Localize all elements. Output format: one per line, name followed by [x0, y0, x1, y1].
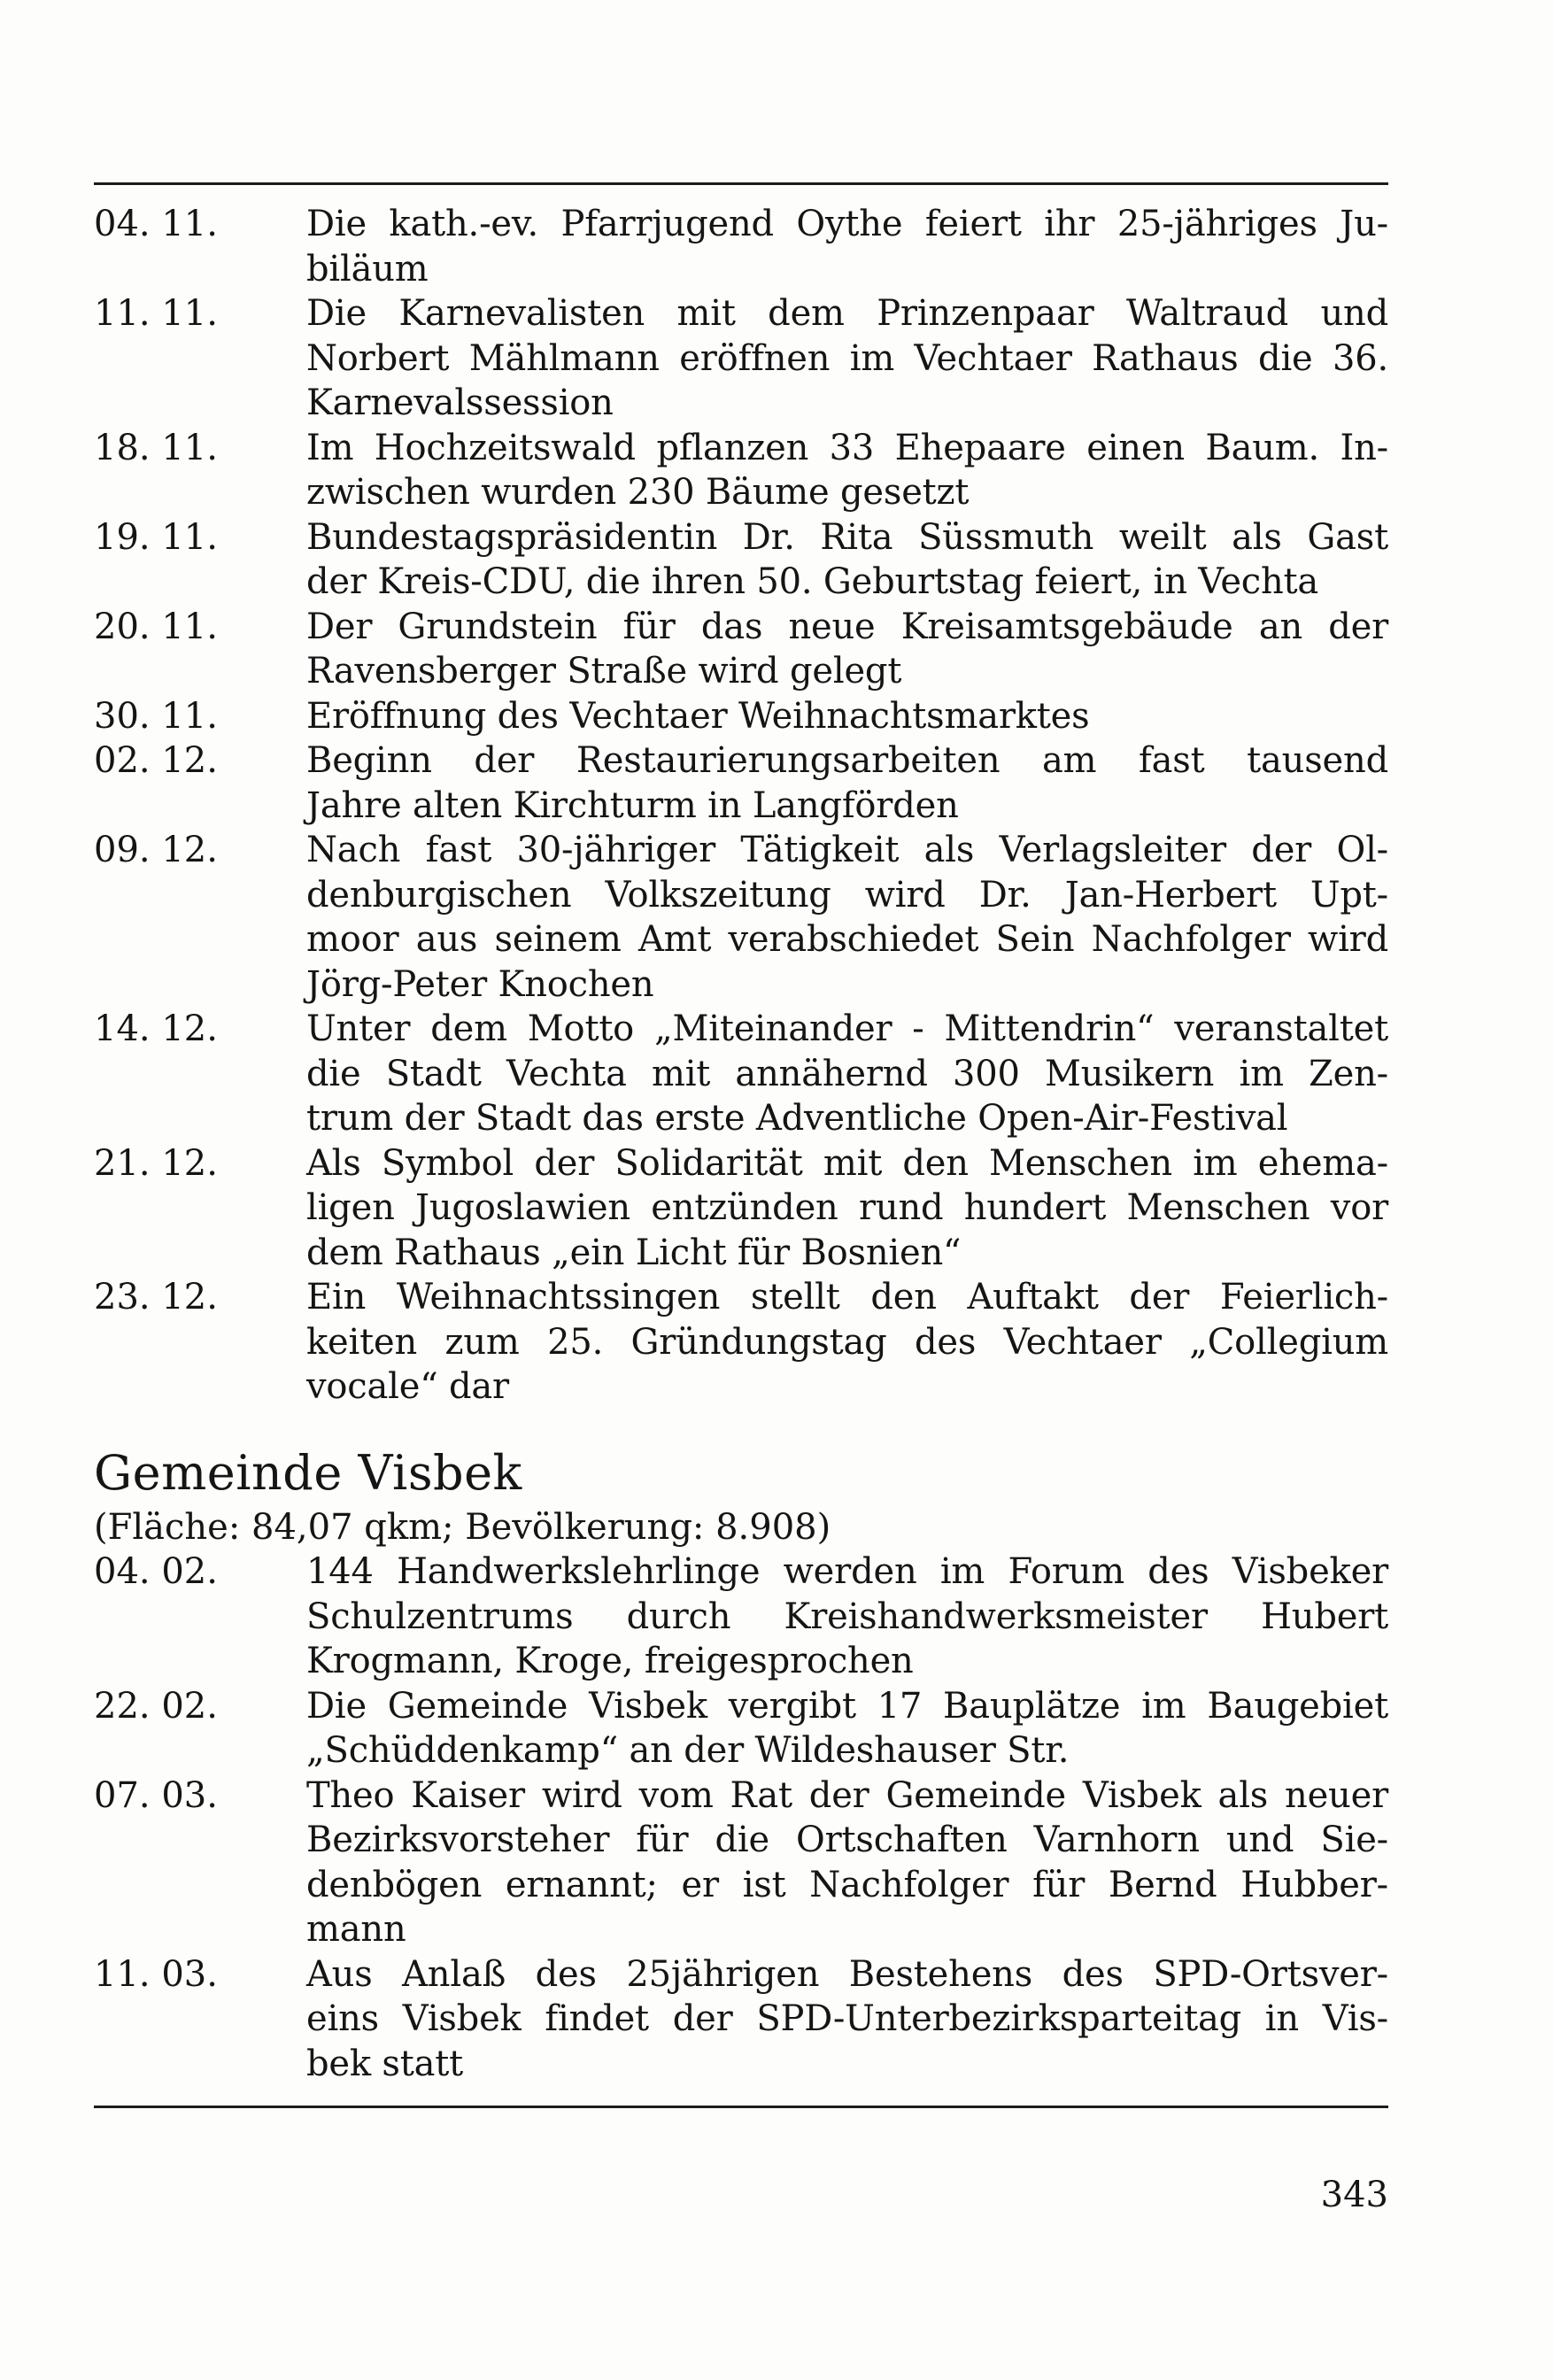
- entry-text: [306, 1275, 1388, 1410]
- entry-text-line: vocale“ dar: [306, 1366, 509, 1407]
- entry-text-line: Eröffnung des Vechtaer Weihnachtsmarktes: [306, 695, 1090, 737]
- entry-text: [306, 515, 1388, 605]
- entry-text-line: Die Gemeinde Visbek vergibt 17 Bauplätze im Baugebiet: [306, 1685, 1388, 1727]
- chronicle-entry: [94, 694, 1388, 739]
- chronicle-list-vechta: [94, 202, 1388, 1410]
- chronicle-entry: [94, 1007, 1388, 1141]
- entry-text: [306, 1549, 1388, 1684]
- entry-text-line: eins Visbek findet der SPD-Unterbezirksparteitag in Vis-: [306, 1998, 1388, 2039]
- entry-text-line: der Kreis-CDU, die ihren 50. Geburtstag feiert, in Vechta: [306, 561, 1319, 602]
- chronicle-entry: [94, 1952, 1388, 2087]
- chronicle-entry: [94, 605, 1388, 694]
- chronicle-entry: [94, 1773, 1388, 1952]
- entry-text: [306, 1773, 1388, 1952]
- entry-text-line: Der Grundstein für das neue Kreisamtsgebäude an der: [306, 606, 1388, 647]
- entry-text-line: biläum: [306, 248, 429, 290]
- entry-text-line: Ravensberger Straße wird gelegt: [306, 651, 902, 692]
- entry-date: 22. 02.: [94, 1685, 218, 1727]
- chronicle-entry: [94, 1275, 1388, 1410]
- entry-text-line: Theo Kaiser wird vom Rat der Gemeinde Visbek als neuer: [306, 1774, 1388, 1816]
- chronicle-entry: [94, 828, 1388, 1007]
- entry-text: [306, 291, 1388, 426]
- entry-text-line: Ein Weihnachtssingen stellt den Auftakt der Feierlich-: [306, 1277, 1388, 1318]
- chronicle-entry: [94, 1549, 1388, 1684]
- page-number: 343: [1320, 2175, 1388, 2215]
- entry-text-line: denbögen ernannt; er ist Nachfolger für Bernd Hubber-: [306, 1864, 1388, 1905]
- entry-text-line: Bezirksvorsteher für die Ortschaften Varnhorn und Sie-: [306, 1820, 1388, 1860]
- chronicle-entry: [94, 202, 1388, 291]
- entry-date: 19. 11.: [94, 516, 218, 558]
- entry-date: 07. 03.: [94, 1774, 218, 1816]
- chronicle-entry: [94, 515, 1388, 605]
- entry-text: [306, 694, 1388, 739]
- entry-text-line: keiten zum 25. Gründungstag des Vechtaer „Collegium: [306, 1321, 1388, 1363]
- entry-date: 04. 11.: [94, 204, 218, 244]
- entry-date: 30. 11.: [94, 695, 218, 737]
- entry-text-line: Die kath.-ev. Pfarrjugend Oythe feiert ihr 25-jähriges Ju-: [306, 204, 1388, 244]
- entry-text: [306, 1684, 1388, 1773]
- chronicle-list-visbek: [94, 1549, 1388, 2086]
- entry-text-line: Schulzentrums durch Kreishandwerksmeister Hubert: [306, 1596, 1388, 1637]
- entry-date: 20. 11.: [94, 606, 218, 647]
- entry-text-line: die Stadt Vechta mit annähernd 300 Musikern im Zen-: [306, 1053, 1388, 1094]
- entry-date: 21. 12.: [94, 1142, 218, 1184]
- entry-text-line: Die Karnevalisten mit dem Prinzenpaar Waltraud und: [306, 293, 1388, 334]
- entry-text-line: dem Rathaus „ein Licht für Bosnien“: [306, 1232, 962, 1273]
- entry-date: 18. 11.: [94, 427, 218, 468]
- page-content: [94, 202, 1388, 2086]
- entry-text-line: mann: [306, 1909, 406, 1950]
- chronicle-entry: [94, 291, 1388, 426]
- entry-text-line: Karnevalssession: [306, 382, 614, 423]
- entry-text-line: 144 Handwerkslehrlinge werden im Forum des Visbeker: [306, 1551, 1388, 1592]
- entry-text: [306, 202, 1388, 291]
- entry-text-line: Aus Anlaß des 25jährigen Bestehens des SPD-Ortsver-: [306, 1953, 1388, 1995]
- section-title: Gemeinde Visbek: [94, 1444, 522, 1501]
- entry-text-line: Nach fast 30-jähriger Tätigkeit als Verlagsleiter der Ol-: [306, 830, 1388, 870]
- entry-text-line: trum der Stadt das erste Adventliche Open-Air-Festival: [306, 1098, 1288, 1139]
- entry-text: [306, 1141, 1388, 1276]
- entry-date: 09. 12.: [94, 830, 218, 870]
- entry-text-line: moor aus seinem Amt verabschiedet Sein Nachfolger wird: [306, 919, 1388, 960]
- chronicle-entry: [94, 738, 1388, 828]
- entry-text: [306, 1952, 1388, 2087]
- entry-date: 02. 12.: [94, 740, 218, 781]
- entry-text-line: Als Symbol der Solidarität mit den Menschen im ehema-: [306, 1142, 1388, 1184]
- entry-text-line: Krogmann, Kroge, freigesprochen: [306, 1641, 914, 1681]
- entry-text-line: Jahre alten Kirchturm in Langförden: [306, 784, 959, 826]
- entry-text-line: Jörg-Peter Knochen: [306, 963, 654, 1005]
- entry-text-line: Unter dem Motto „Miteinander - Mittendrin“ veranstaltet: [306, 1008, 1388, 1049]
- chronicle-entry: [94, 1684, 1388, 1773]
- top-rule: [94, 182, 1388, 185]
- entry-text: [306, 605, 1388, 694]
- entry-date: 23. 12.: [94, 1277, 218, 1318]
- entry-text-line: ligen Jugoslawien entzünden rund hundert Menschen vor: [306, 1187, 1388, 1228]
- entry-text: [306, 738, 1388, 828]
- chronicle-entry: [94, 426, 1388, 515]
- entry-text-line: bek statt: [306, 2043, 464, 2084]
- entry-text-line: Im Hochzeitswald pflanzen 33 Ehepaare einen Baum. In-: [306, 427, 1388, 468]
- entry-text-line: zwischen wurden 230 Bäume gesetzt: [306, 472, 970, 513]
- entry-date: 14. 12.: [94, 1008, 218, 1049]
- entry-text-line: Bundestagspräsidentin Dr. Rita Süssmuth weilt als Gast: [306, 516, 1388, 558]
- entry-text: [306, 1007, 1388, 1141]
- entry-text-line: „Schüddenkamp“ an der Wildeshauser Str.: [306, 1730, 1070, 1771]
- section-subtitle: (Fläche: 84,07 qkm; Bevölkerung: 8.908): [94, 1506, 831, 1548]
- bottom-rule: [94, 2106, 1388, 2108]
- entry-text: [306, 828, 1388, 1007]
- entry-text-line: denburgischen Volkszeitung wird Dr. Jan-Herbert Upt-: [306, 874, 1388, 916]
- entry-date: 11. 11.: [94, 293, 218, 334]
- entry-text-line: Norbert Mählmann eröffnen im Vechtaer Rathaus die 36.: [306, 337, 1388, 379]
- chronicle-entry: [94, 1141, 1388, 1276]
- entry-date: 04. 02.: [94, 1551, 218, 1592]
- entry-text-line: Beginn der Restaurierungsarbeiten am fast tausend: [306, 740, 1388, 781]
- entry-text: [306, 426, 1388, 515]
- entry-date: 11. 03.: [94, 1953, 218, 1995]
